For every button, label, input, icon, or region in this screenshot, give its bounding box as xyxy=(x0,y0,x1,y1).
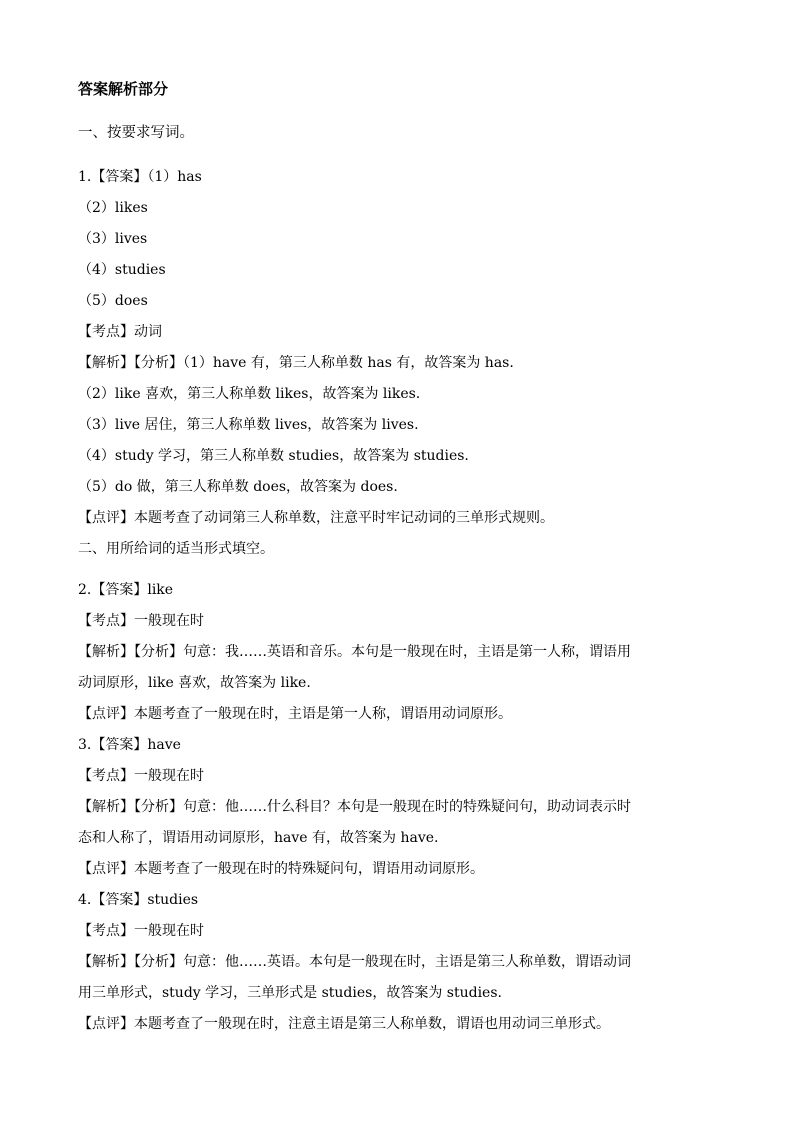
section-heading-2: 二、用所给词的适当形式填空。 xyxy=(78,541,274,557)
question-4 xyxy=(78,885,716,1040)
q1-analysis-2: （2）like 喜欢，第三人称单数 likes，故答案为 likes. xyxy=(78,386,421,402)
q4-comment: 【点评】本题考查了一般现在时，注意主语是第三人称单数，谓语也用动词三单形式。 xyxy=(78,1016,610,1032)
q1-answer-2: （2）likes xyxy=(78,200,148,216)
q1-comment: 【点评】本题考查了动词第三人称单数，注意平时牢记动词的三单形式规则。 xyxy=(78,510,554,526)
q2-analysis-1: 【解析】【分析】句意：我……英语和音乐。本句是一般现在时，主语是第一人称，谓语用 xyxy=(78,644,631,660)
q4-answer: 4.【答案】studies xyxy=(78,892,199,908)
q1-answer-3: （3）lives xyxy=(78,231,148,247)
q4-analysis-1: 【解析】【分析】句意：他……英语。本句是一般现在时，主语是第三人称单数，谓语动词 xyxy=(78,954,631,970)
q3-analysis-2: 态和人称了，谓语用动词原形，have 有，故答案为 have. xyxy=(78,830,439,846)
q1-analysis-4: （4）study 学习，第三人称单数 studies，故答案为 studies. xyxy=(78,448,469,464)
q1-analysis-3: （3）live 居住，第三人称单数 lives，故答案为 lives. xyxy=(78,417,419,433)
q1-point: 【考点】动词 xyxy=(78,324,162,340)
question-2 xyxy=(78,575,716,730)
q4-analysis-2: 用三单形式，study 学习，三单形式是 studies，故答案为 studies. xyxy=(78,985,502,1001)
page-title: 答案解析部分 xyxy=(78,80,169,98)
q4-point: 【考点】一般现在时 xyxy=(78,923,204,939)
question-3 xyxy=(78,730,716,885)
q3-point: 【考点】一般现在时 xyxy=(78,768,204,784)
q2-comment: 【点评】本题考查了一般现在时，主语是第一人称，谓语用动词原形。 xyxy=(78,706,512,722)
q3-answer: 3.【答案】have xyxy=(78,737,181,753)
q2-analysis-2: 动词原形，like 喜欢，故答案为 like. xyxy=(78,675,311,691)
question-1 xyxy=(78,162,716,534)
q1-answer-4: （4）studies xyxy=(78,262,166,278)
q3-analysis-1: 【解析】【分析】句意：他……什么科目？本句是一般现在时的特殊疑问句，助动词表示时 xyxy=(78,799,631,815)
q1-answer-5: （5）does xyxy=(78,293,148,309)
q2-answer: 2.【答案】like xyxy=(78,582,174,598)
q2-point: 【考点】一般现在时 xyxy=(78,613,204,629)
section-heading-1: 一、按要求写词。 xyxy=(78,125,194,141)
q3-comment: 【点评】本题考查了一般现在时的特殊疑问句，谓语用动词原形。 xyxy=(78,861,484,877)
q1-analysis-1: 【解析】【分析】（1）have 有，第三人称单数 has 有，故答案为 has. xyxy=(78,355,514,371)
q1-answer: 1.【答案】（1）has xyxy=(78,169,202,185)
q1-analysis-5: （5）do 做，第三人称单数 does，故答案为 does. xyxy=(78,479,398,495)
